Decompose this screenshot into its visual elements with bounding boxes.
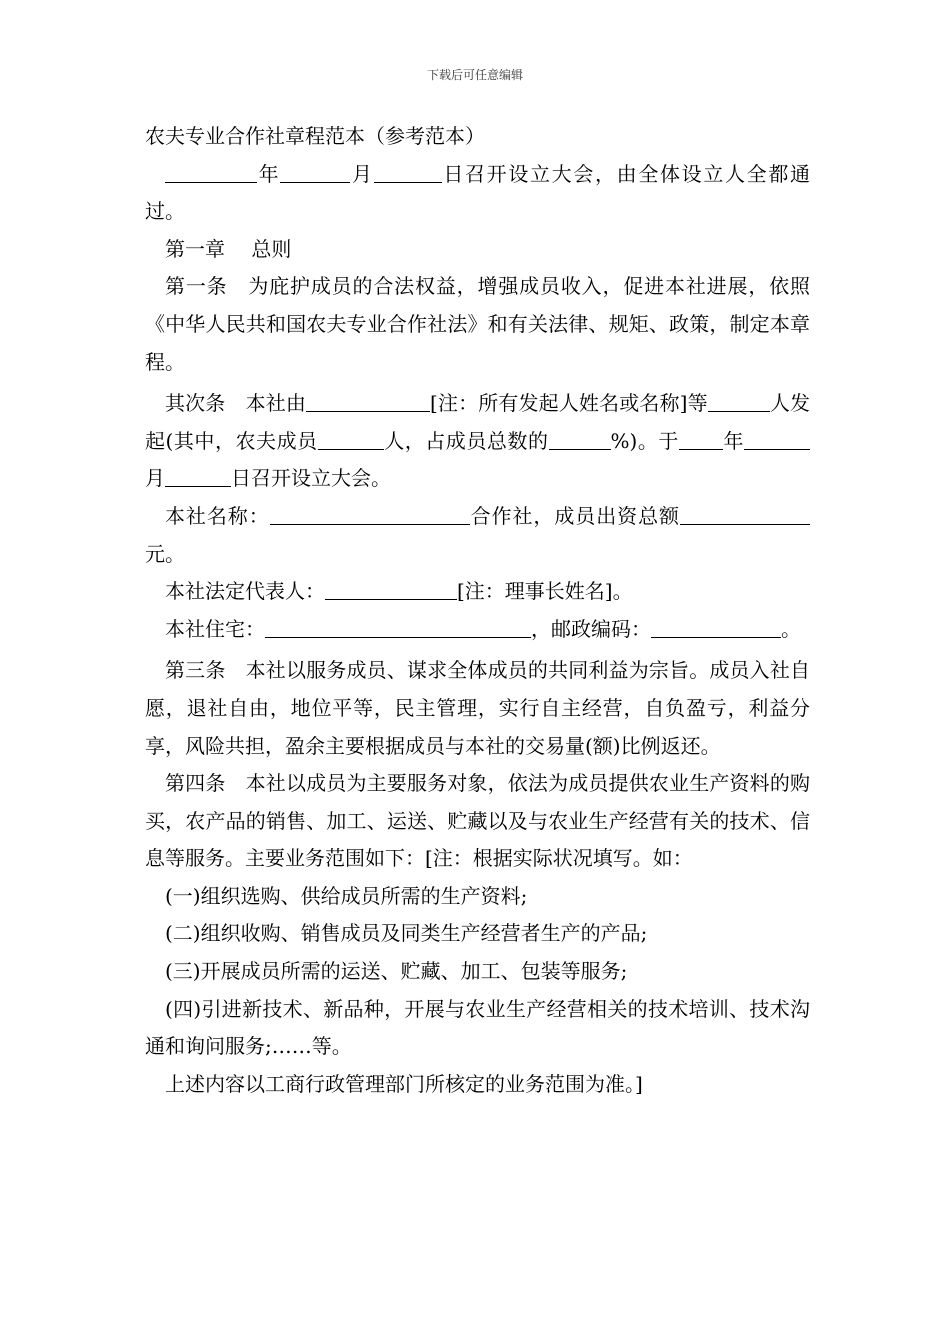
article-3: 第三条 本社以服务成员、谋求全体成员的共同利益为宗旨。成员入社自愿，退社自由，地位平等，民主管理，实行自主经营，自负盈亏，利益分享，风险共担，盈余主要根据成员与本社的交易量(额)比例返还。 xyxy=(145,658,810,758)
article-2: 其次条 本社由 [注：所有发起人姓名或名称]等 人发起(其中，农夫成员 人，占成员总数的 %)。于 年月 日召开设立大会。 xyxy=(145,391,811,491)
blank-capital[interactable] xyxy=(680,504,810,525)
blank-legal-rep[interactable] xyxy=(325,579,457,600)
document-body xyxy=(145,118,810,1103)
list-item: (四)引进新技术、新品种，开展与农业生产经营相关的技术培训、技术沟通和询问服务;……等。 xyxy=(145,996,810,1059)
blank-month[interactable] xyxy=(280,162,350,183)
blank-coop-name[interactable] xyxy=(270,504,470,525)
document-title: 农夫专业合作社章程范本（参考范本） xyxy=(145,124,485,148)
blank-day[interactable] xyxy=(374,162,442,183)
chapter-heading: 第一章 总则 xyxy=(165,236,292,261)
blank-founder-count[interactable] xyxy=(708,391,770,412)
blank-postcode[interactable] xyxy=(651,617,781,638)
blank-address[interactable] xyxy=(265,617,531,638)
blank-day-2[interactable] xyxy=(165,466,231,487)
address-line: 本社住宅： ，邮政编码： 。 xyxy=(165,616,801,641)
blank-farmer-count[interactable] xyxy=(318,429,384,450)
blank-year[interactable] xyxy=(165,162,257,183)
coop-name-line: 本社名称： 合作社，成员出资总额元。 xyxy=(145,498,810,573)
page-header: 下载后可任意编辑 xyxy=(426,68,523,82)
closing-note: 上述内容以工商行政管理部门所核定的业务范围为准。] xyxy=(165,1071,643,1096)
list-item: (二)组织收购、销售成员及同类生产经营者生产的产品; xyxy=(165,921,648,946)
list-item: (三)开展成员所需的运送、贮藏、加工、包装等服务; xyxy=(165,959,628,984)
article-1: 第一条 为庇护成员的合法权益，增强成员收入，促进本社进展，依照《中华人民共和国农夫专业合作社法》和有关法律、规矩、政策，制定本章程。 xyxy=(145,274,810,374)
blank-percent[interactable] xyxy=(549,429,611,450)
article-4: 第四条 本社以成员为主要服务对象，依法为成员提供农业生产资料的购买，农产品的销售、加工、运送、贮藏以及与农业生产经营有关的技术、信息等服务。主要业务范围如下：[注：根据实际状况填写。如： xyxy=(145,771,810,871)
blank-month-2[interactable] xyxy=(744,429,810,450)
blank-year-2[interactable] xyxy=(679,429,723,450)
blank-founders[interactable] xyxy=(306,391,430,412)
legal-rep-line: 本社法定代表人： [注：理事长姓名]。 xyxy=(165,579,633,604)
list-item: (一)组织选购、供给成员所需的生产资料; xyxy=(165,883,528,908)
founding-paragraph: 年 月 日召开设立大会，由全体设立人全都通过。 xyxy=(145,161,811,224)
